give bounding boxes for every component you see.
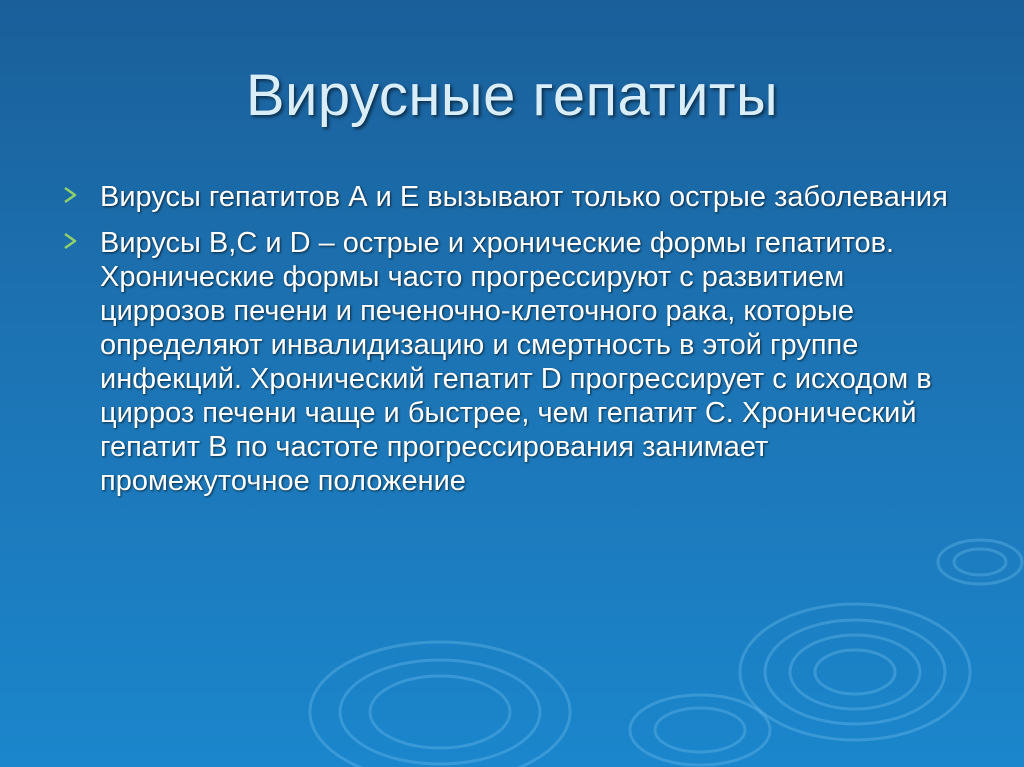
slide-title: Вирусные гепатиты	[245, 63, 779, 128]
bullet-item-2	[62, 226, 972, 498]
bullet-list	[62, 180, 972, 510]
bullet-text-2: Вирусы В,С и D – острые и хронические формы гепатитов. Хронические формы часто прогрессируют с развитием циррозов печени и печеночно-клеточного рака, которые определяют инвалидизацию и смертность в этой группе инфекций. Хронический гепатит D прогрессирует с исходом в цирроз печени чаще и быстрее, чем гепатит С. Хронический гепатит В по частоте прогрессирования занимает промежуточное положение	[100, 227, 932, 497]
arrow-bullet-icon	[62, 184, 80, 206]
arrow-bullet-icon	[62, 230, 80, 252]
bullet-item-1	[62, 180, 972, 214]
bullet-text-1: Вирусы гепатитов А и Е вызывают только острые заболевания	[100, 181, 948, 213]
